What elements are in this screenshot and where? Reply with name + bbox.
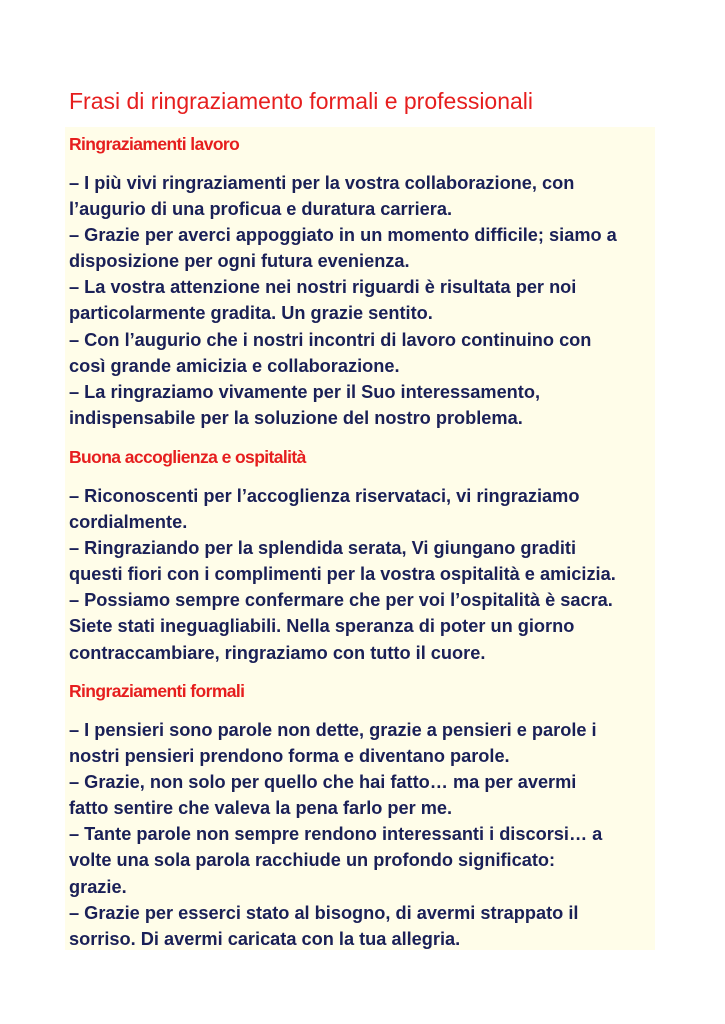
- section-body-buona-accoglienza: [69, 483, 669, 666]
- text-line: – Possiamo sempre confermare che per voi l’ospitalità è sacra.: [69, 590, 613, 611]
- text-line: così grande amicizia e collaborazione.: [69, 355, 400, 376]
- text-line: cordialmente.: [69, 512, 188, 533]
- text-line: volte una sola parola racchiude un profondo significato:: [69, 850, 556, 871]
- text-line: fatto sentire che valeva la pena farlo per me.: [69, 798, 453, 819]
- text-line: – I pensieri sono parole non dette, grazie a pensieri e parole i: [69, 720, 597, 740]
- text-line: particolarmente gradita. Un grazie sentito.: [69, 303, 433, 324]
- text-line: – I più vivi ringraziamenti per la vostra collaborazione, con: [69, 173, 575, 193]
- text-line: – Tante parole non sempre rendono interessanti i discorsi… a: [69, 824, 603, 845]
- section-heading-ringraziamenti-lavoro: Ringraziamenti lavoro: [69, 134, 240, 154]
- text-line: questi fiori con i complimenti per la vostra ospitalità e amicizia.: [69, 564, 616, 585]
- section-heading-buona-accoglienza: Buona accoglienza e ospitalità: [69, 447, 306, 467]
- text-line: – La vostra attenzione nei nostri riguardi è risultata per noi: [69, 277, 577, 298]
- text-line: contraccambiare, ringraziamo con tutto il cuore.: [69, 642, 486, 663]
- text-line: – Grazie per averci appoggiato in un momento difficile; siamo a: [69, 225, 617, 246]
- text-line: – Riconoscenti per l’accoglienza riservataci, vi ringraziamo: [69, 486, 580, 506]
- text-line: disposizione per ogni futura evenienza.: [69, 251, 410, 272]
- section-heading-ringraziamenti-formali: Ringraziamenti formali: [69, 681, 245, 701]
- text-line: – Con l’augurio che i nostri incontri di lavoro continuino con: [69, 329, 592, 350]
- text-line: l’augurio di una proficua e duratura carriera.: [69, 199, 453, 220]
- text-line: – Grazie per esserci stato al bisogno, di avermi strappato il: [69, 902, 579, 923]
- text-line: Siete stati ineguagliabili. Nella speranza di poter un giorno: [69, 616, 575, 637]
- text-line: – Grazie, non solo per quello che hai fatto… ma per avermi: [69, 772, 577, 793]
- text-line: indispensabile per la soluzione del nostro problema.: [69, 407, 523, 428]
- text-line: – Ringraziando per la splendida serata, Vi giungano graditi: [69, 538, 576, 559]
- page-title: Frasi di ringraziamento formali e professionali: [69, 88, 534, 114]
- text-line: sorriso. Di avermi caricata con la tua allegria.: [69, 928, 461, 949]
- text-line: nostri pensieri prendono forma e diventano parole.: [69, 746, 510, 767]
- section-body-ringraziamenti-lavoro: [69, 170, 669, 431]
- text-line: – La ringraziamo vivamente per il Suo interessamento,: [69, 381, 541, 402]
- text-line: grazie.: [69, 876, 127, 897]
- section-body-ringraziamenti-formali: [69, 717, 669, 952]
